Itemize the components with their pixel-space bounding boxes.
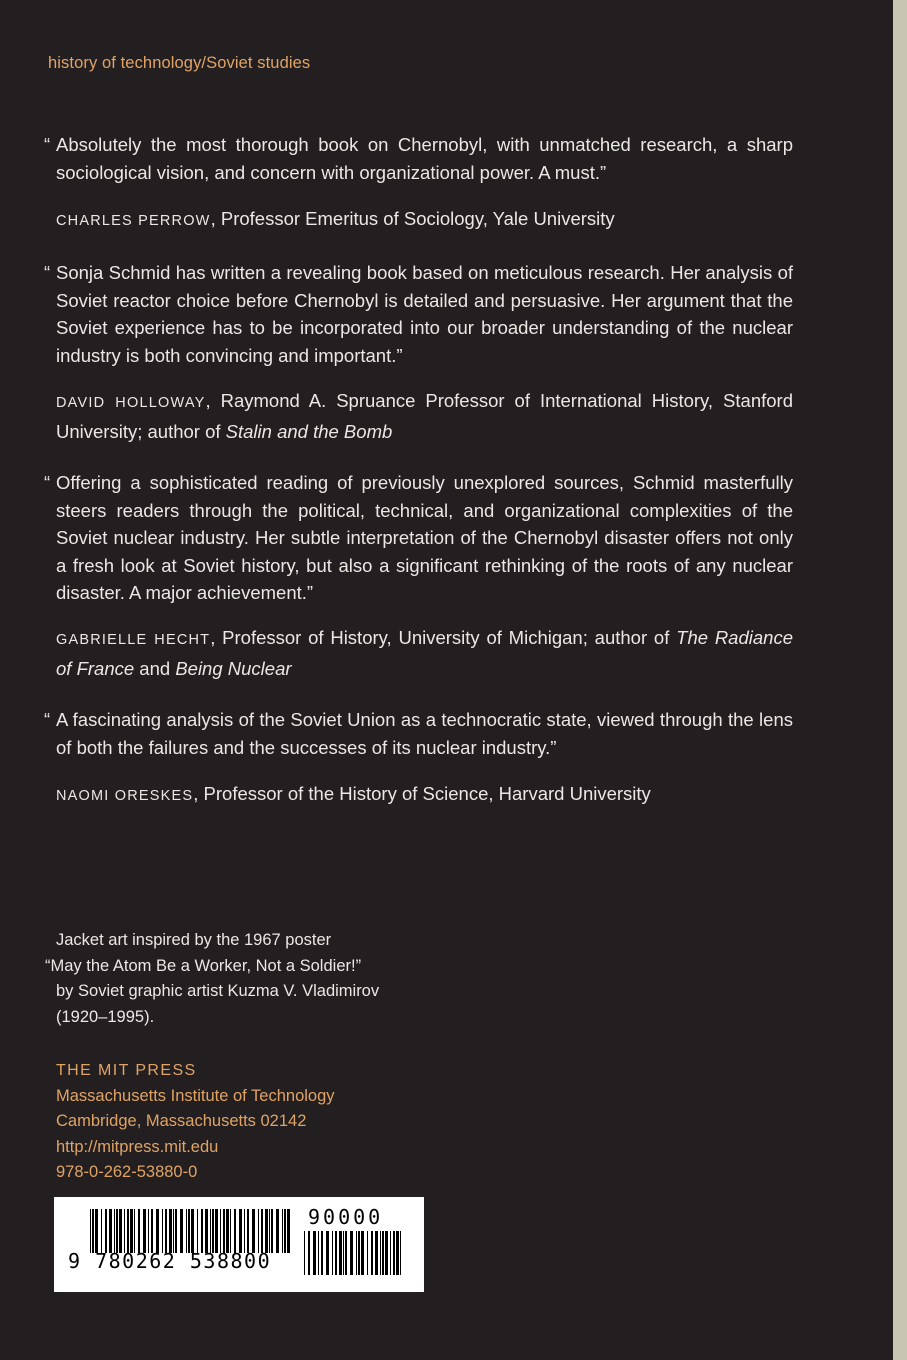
barcode-bar bbox=[101, 1209, 102, 1253]
blurb-1-name: CHARLES PERROW bbox=[56, 213, 211, 229]
barcode-bar bbox=[276, 1209, 279, 1253]
barcode-bar bbox=[127, 1209, 129, 1253]
blurb-2-book-title: Stalin and the Bomb bbox=[225, 420, 393, 442]
barcode-bar bbox=[116, 1209, 118, 1253]
barcode-bar bbox=[95, 1209, 98, 1253]
barcode-bar bbox=[114, 1209, 115, 1253]
barcode-bar bbox=[138, 1209, 140, 1253]
barcode-bar bbox=[400, 1231, 401, 1275]
blurb-4-name: NAOMI ORESKES bbox=[56, 788, 194, 804]
publisher-block bbox=[56, 1058, 335, 1186]
barcode-bar bbox=[220, 1209, 221, 1253]
barcode-bar bbox=[304, 1231, 305, 1275]
barcode-bar bbox=[180, 1209, 183, 1253]
barcode-bar bbox=[148, 1209, 149, 1253]
barcode-bar bbox=[247, 1209, 249, 1253]
barcode-digits: 9 780262 538800 bbox=[68, 1249, 272, 1273]
barcode-bar bbox=[318, 1231, 319, 1275]
barcode-bar bbox=[191, 1209, 194, 1253]
barcode-bar bbox=[105, 1209, 107, 1253]
barcode-bar bbox=[269, 1209, 270, 1253]
credit-line: (1920–1995). bbox=[56, 1007, 155, 1026]
barcode-bar bbox=[212, 1209, 214, 1253]
barcode-bar bbox=[308, 1231, 310, 1275]
barcode-bar bbox=[335, 1231, 337, 1275]
isbn-text: 978-0-262-53880-0 bbox=[56, 1163, 198, 1181]
barcode-bar bbox=[205, 1209, 208, 1253]
barcode-bar bbox=[210, 1209, 211, 1253]
barcode-bar bbox=[271, 1209, 273, 1253]
blurb-3-name: GABRIELLE HECHT bbox=[56, 632, 211, 648]
blurb-4-text: A fascinating analysis of the Soviet Union as a technocratic state, viewed through the lens of both the failures and the successes of its nuclear industry.” bbox=[56, 709, 793, 758]
blurb-3-book-title-1: The Radiance of France bbox=[56, 627, 793, 679]
barcode-bar bbox=[385, 1231, 388, 1275]
credit-line: “May the Atom Be a Worker, Not a Soldier!” bbox=[45, 956, 362, 975]
barcode-bar bbox=[90, 1209, 91, 1253]
blurb-2-attribution bbox=[56, 387, 793, 445]
barcode-bar bbox=[175, 1209, 177, 1253]
barcode-bar bbox=[313, 1231, 316, 1275]
barcode-bar bbox=[339, 1231, 342, 1275]
blurb-1-quote bbox=[44, 131, 793, 186]
barcode-bar bbox=[396, 1231, 399, 1275]
barcode-bar bbox=[252, 1209, 255, 1253]
publisher-name: THE MIT PRESS bbox=[56, 1062, 197, 1079]
barcode-bar bbox=[358, 1231, 360, 1275]
barcode-bar bbox=[230, 1209, 231, 1253]
barcode-bar bbox=[393, 1231, 395, 1275]
barcode-bar bbox=[143, 1209, 146, 1253]
barcode-bar bbox=[284, 1209, 286, 1253]
barcode-bar bbox=[244, 1209, 245, 1253]
barcode-bar bbox=[162, 1209, 163, 1253]
blurb-3-attribution bbox=[56, 624, 793, 682]
open-quote-mark: “ bbox=[44, 472, 51, 493]
category-label: history of technology/Soviet studies bbox=[48, 54, 311, 72]
barcode-bar bbox=[265, 1209, 268, 1253]
barcode-bar bbox=[173, 1209, 174, 1253]
credit-line: Jacket art inspired by the 1967 poster bbox=[56, 931, 332, 949]
barcode-bar bbox=[234, 1209, 236, 1253]
barcode-bar bbox=[258, 1209, 259, 1253]
barcode-bar bbox=[382, 1231, 384, 1275]
blurb-3-quote bbox=[44, 469, 793, 607]
blurb-1-affiliation: , Professor Emeritus of Sociology, Yale University bbox=[210, 208, 615, 229]
barcode-bar bbox=[92, 1209, 94, 1253]
blurb-2-quote bbox=[44, 259, 793, 369]
blurb-2-name: DAVID HOLLOWAY bbox=[56, 395, 206, 411]
barcode-bar bbox=[130, 1209, 133, 1253]
blurb-2-text: Sonja Schmid has written a revealing book based on meticulous research. Her analysis of Soviet reactor choice before Chernobyl is detailed and persuasive. Her argument that the Soviet experience has to be incorporated into our broader understanding of the nuclear industry is both convincing and important.” bbox=[56, 262, 793, 366]
barcode-bar bbox=[332, 1231, 333, 1275]
publisher-address: Cambridge, Massachusetts 02142 bbox=[56, 1112, 307, 1130]
barcode-bar bbox=[375, 1231, 378, 1275]
barcode-bar bbox=[165, 1209, 167, 1253]
jacket-art-credit bbox=[45, 928, 416, 1030]
barcode-bar bbox=[390, 1231, 391, 1275]
blurb-3-joiner: and bbox=[134, 657, 176, 679]
barcode-bar bbox=[287, 1209, 290, 1253]
barcode-bar bbox=[188, 1209, 190, 1253]
publisher-institution: Massachusetts Institute of Technology bbox=[56, 1086, 335, 1105]
barcode-bar bbox=[223, 1209, 225, 1253]
blurb-1-text: Absolutely the most thorough book on Chernobyl, with unmatched research, a sharp sociological vision, and concern with organizational power. A must.” bbox=[56, 134, 793, 183]
barcode-bar bbox=[109, 1209, 112, 1253]
open-quote-mark: “ bbox=[44, 262, 51, 283]
barcode-bar bbox=[156, 1209, 159, 1253]
barcode-bar bbox=[124, 1209, 125, 1253]
blurb-4-quote bbox=[44, 706, 793, 761]
barcode-bar bbox=[282, 1209, 283, 1253]
barcode-bar bbox=[201, 1209, 203, 1253]
barcode-bar bbox=[380, 1231, 381, 1275]
open-quote-mark: “ bbox=[44, 709, 51, 730]
isbn-barcode bbox=[54, 1197, 424, 1292]
barcode-bar bbox=[361, 1231, 364, 1275]
barcode-bar bbox=[367, 1231, 368, 1275]
barcode-bar bbox=[134, 1209, 135, 1253]
blurb-3-book-title-2: Being Nuclear bbox=[175, 657, 292, 679]
barcode-bar bbox=[350, 1231, 353, 1275]
open-quote-mark: “ bbox=[44, 134, 51, 155]
barcode-bar bbox=[371, 1231, 373, 1275]
blurb-4-affiliation: , Professor of the History of Science, Harvard University bbox=[193, 783, 651, 804]
barcode-bar bbox=[169, 1209, 172, 1253]
credit-line: by Soviet graphic artist Kuzma V. Vladimirov bbox=[56, 982, 380, 1000]
barcode-bar bbox=[343, 1231, 344, 1275]
barcode-bar bbox=[197, 1209, 198, 1253]
barcode-bar bbox=[345, 1231, 347, 1275]
blurb-2-affiliation: , Raymond A. Spruance Professor of International History, Stanford University; author of bbox=[56, 390, 793, 442]
barcode-bar bbox=[226, 1209, 229, 1253]
barcode-bar bbox=[119, 1209, 122, 1253]
barcode-bar bbox=[239, 1209, 242, 1253]
blurb-1-attribution bbox=[56, 205, 793, 236]
barcode-bar bbox=[215, 1209, 218, 1253]
barcode-bar bbox=[186, 1209, 187, 1253]
barcode-addon-digits: 90000 bbox=[308, 1205, 384, 1229]
publisher-url: http://mitpress.mit.edu bbox=[56, 1137, 219, 1156]
barcode-bar bbox=[326, 1231, 329, 1275]
barcode-bar bbox=[356, 1231, 357, 1275]
barcode-bar bbox=[261, 1209, 263, 1253]
blurb-4-attribution bbox=[56, 780, 793, 811]
barcode-bar bbox=[151, 1209, 153, 1253]
barcode-bar bbox=[321, 1231, 323, 1275]
blurb-3-text: Offering a sophisticated reading of previously unexplored sources, Schmid masterfully steers readers through the political, technical, and organizational complexities of the Soviet nuclear industry. Her subtle interpretation of the Chernobyl disaster offers not only a fresh look at Soviet history, but also a significant rethinking of the roots of any nuclear disaster. A major achievement.” bbox=[56, 472, 793, 603]
blurb-3-affiliation: , Professor of History, University of Michigan; author of bbox=[210, 627, 677, 648]
